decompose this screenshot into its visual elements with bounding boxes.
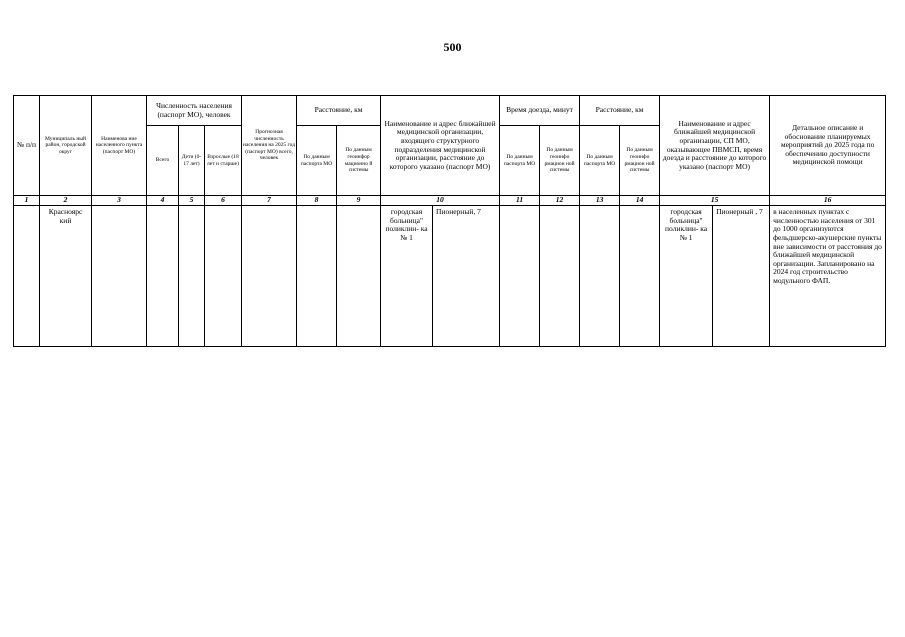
column-number: 13 bbox=[580, 196, 620, 206]
header-time-passport: По данным паспорта МО bbox=[500, 126, 540, 196]
column-number: 10 bbox=[381, 196, 500, 206]
header-distance2-gis: По данным геоинфо рмацион ной системы bbox=[620, 126, 660, 196]
header-population-group: Численность населения (паспорт МО), человек bbox=[147, 96, 242, 126]
header-district: Муниципаль ный район, городской округ bbox=[40, 96, 92, 196]
cell-adults bbox=[205, 206, 242, 347]
header-nearest-organization: Наименование и адрес ближайшей медицинской организации, входящего структурного подразделения медицинской организации, расстояние до которого указано (паспорт МО) bbox=[381, 96, 500, 196]
column-number: 1 bbox=[14, 196, 40, 206]
cell-total bbox=[147, 206, 179, 347]
header-distance-gis: По данным геоинфор мационно й системы bbox=[337, 126, 381, 196]
column-number: 15 bbox=[660, 196, 770, 206]
header-distance-group-2: Расстояние, км bbox=[580, 96, 660, 126]
cell-pvmsp-address: Пионерный , 7 bbox=[713, 206, 770, 347]
cell-distance2-gis bbox=[620, 206, 660, 347]
cell-organization-address: Пионерный, 7 bbox=[433, 206, 500, 347]
header-distance2-passport: По данным паспорта МО bbox=[580, 126, 620, 196]
cell-forecast bbox=[242, 206, 297, 347]
table-row bbox=[14, 206, 886, 347]
column-number: 2 bbox=[40, 196, 92, 206]
header-distance-group-1: Расстояние, км bbox=[297, 96, 381, 126]
column-number: 6 bbox=[205, 196, 242, 206]
column-number: 7 bbox=[242, 196, 297, 206]
column-number: 12 bbox=[540, 196, 580, 206]
cell-distance-passport bbox=[297, 206, 337, 347]
header-forecast-population: Прогнозная численность населения на 2025 год (паспорт МО) всего, человек bbox=[242, 96, 297, 196]
cell-district: Красноярс кий bbox=[40, 206, 92, 347]
column-number: 3 bbox=[92, 196, 147, 206]
column-number: 16 bbox=[770, 196, 886, 206]
header-children: Дети (0-17 лет) bbox=[179, 126, 205, 196]
cell-description: в населенных пунктах с численностью населения от 301 до 1000 организуются фельдшерско-акушерские пункты вне зависимости от расстояния до ближайшей медицинской организации. Запланировано на 2024 год строительство модульного ФАП. bbox=[770, 206, 886, 347]
column-number: 5 bbox=[179, 196, 205, 206]
column-number: 8 bbox=[297, 196, 337, 206]
header-total: Всего bbox=[147, 126, 179, 196]
cell-distance-gis bbox=[337, 206, 381, 347]
column-number: 4 bbox=[147, 196, 179, 206]
page-number: 500 bbox=[443, 40, 462, 54]
cell-organization-name: городская больница" поликлин- ка № 1 bbox=[381, 206, 433, 347]
header-adults: Взрослые (18 лет и старше) bbox=[205, 126, 242, 196]
header-travel-time-group: Время доезда, минут bbox=[500, 96, 580, 126]
header-nearest-pvmsp: Наименование и адрес ближайшей медицинской организации, СП МО, оказывающее ПВМСП, время доезда и расстояние до которого указано (паспорт МО) bbox=[660, 96, 770, 196]
header-time-gis: По данным геоинфо рмацион ной системы bbox=[540, 126, 580, 196]
cell-children bbox=[179, 206, 205, 347]
cell-pvmsp-name: городская больница" поликлин- ка № 1 bbox=[660, 206, 713, 347]
header-number: № п/п bbox=[14, 96, 40, 196]
cell-distance2-passport bbox=[580, 206, 620, 347]
cell-time-passport bbox=[500, 206, 540, 347]
cell-number bbox=[14, 206, 40, 347]
column-number: 11 bbox=[500, 196, 540, 206]
medical-accessibility-table bbox=[13, 95, 886, 347]
header-distance-passport: По данным паспорта МО bbox=[297, 126, 337, 196]
cell-settlement bbox=[92, 206, 147, 347]
column-number: 14 bbox=[620, 196, 660, 206]
header-description: Детальное описание и обоснование планируемых мероприятий до 2025 года по обеспечению доступности медицинской помощи bbox=[770, 96, 886, 196]
cell-time-gis bbox=[540, 206, 580, 347]
column-number: 9 bbox=[337, 196, 381, 206]
header-settlement: Наименова ние населенного пункта (паспорт МО) bbox=[92, 96, 147, 196]
